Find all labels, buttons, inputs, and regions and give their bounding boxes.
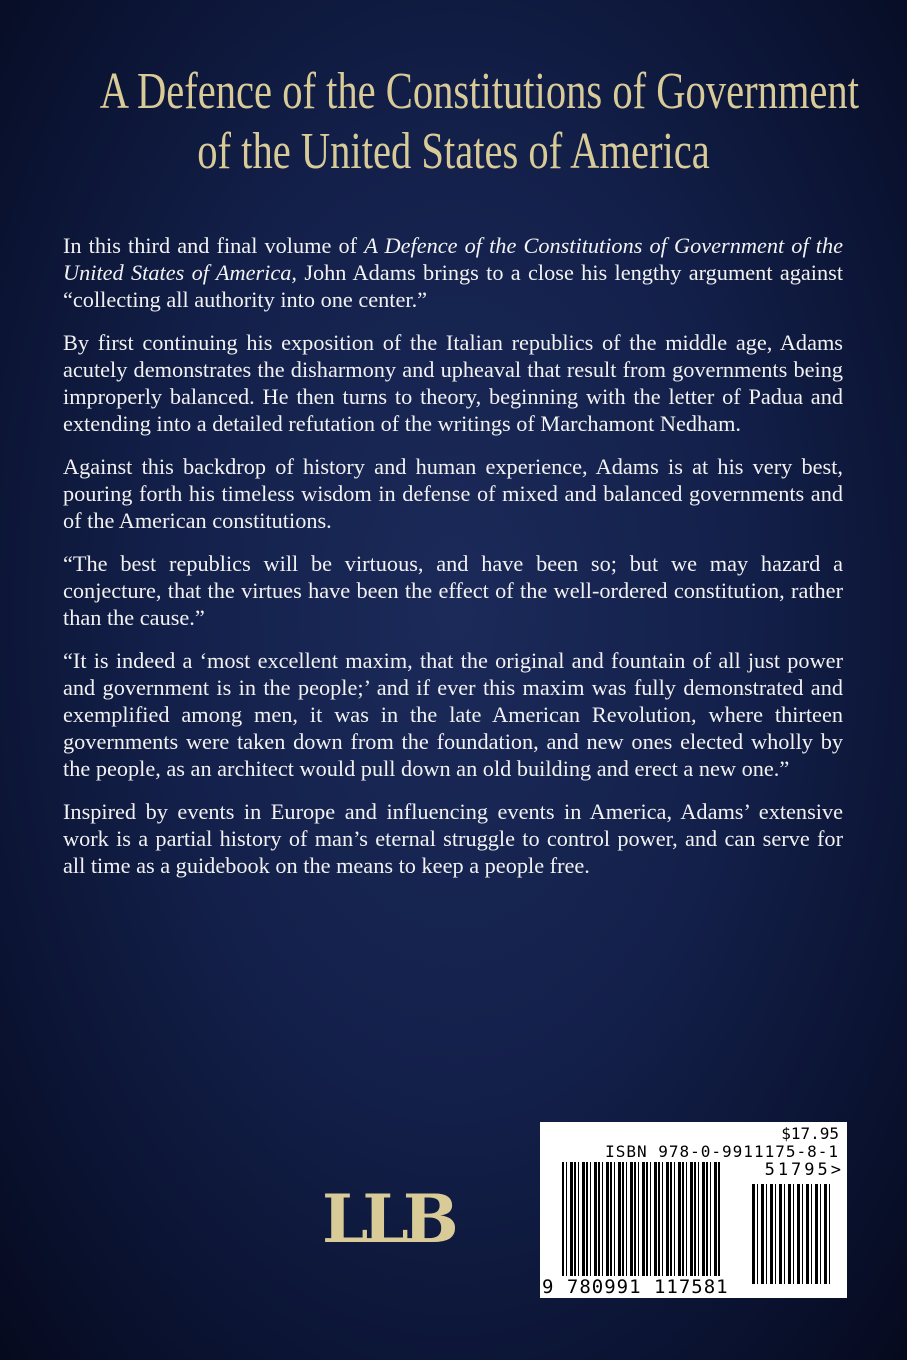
paragraph-2: By first continuing his exposition of the Italian republics of the middle age, Adams acutely demonstrates the disharmony and upheaval that result from governments being improperly balanced. He then turns to theory, beginning with the letter of Padua and extending into a detailed refutation of the writings of Marchamont Nedham. — [63, 330, 843, 436]
p1-text: In this third and final volume of — [63, 233, 365, 258]
barcode-bars — [562, 1162, 720, 1284]
price: $17.95 — [781, 1124, 839, 1143]
addon-bars — [752, 1184, 832, 1284]
isbn-text: ISBN 978-0-9911175-8-1 — [605, 1142, 839, 1161]
book-title — [0, 62, 907, 182]
p1-book-title: A Defence of the Constitutions of Government of the United States of America, — [63, 233, 843, 285]
barcode-digits: 9 780991 117581 — [542, 1276, 729, 1298]
paragraph-6: Inspired by events in Europe and influencing events in America, Adams’ extensive work is a partial history of man’s eternal struggle to control power, and can serve for all time as a guidebook on the means to keep a people free. — [63, 799, 843, 878]
paragraph-3: Against this backdrop of history and human experience, Adams is at his very best, pouring forth his timeless wisdom in defense of mixed and balanced governments and of the American constitutions. — [63, 454, 843, 533]
isbn-barcode — [540, 1122, 847, 1298]
blurb — [63, 232, 843, 895]
quote-1: “The best republics will be virtuous, and have been so; but we may hazard a conjecture, that the virtues have been the effect of the well-ordered constitution, rather than the cause.” — [63, 551, 843, 630]
quote-2: “It is indeed a ‘most excellent maxim, that the original and fountain of all just power and government is in the people;’ and if ever this maxim was fully demonstrated and exemplified among men, it was in the late American Revolution, where thirteen governments were taken down from the foundation, and new ones elected wholly by the people, as an architect would pull down an old building and erect a new one.” — [63, 648, 843, 781]
addon-code: 51795> — [764, 1160, 844, 1180]
title-line-1: A Defence of the Constitutions of Government — [99, 63, 859, 120]
title-line-2: of the United States of America — [197, 123, 710, 180]
paragraph-1 — [63, 232, 843, 313]
publisher-logo: LLB — [322, 1180, 453, 1258]
p1-text-end: John Adams brings to a close his lengthy argument against “collecting all authority into one center.” — [63, 260, 844, 312]
